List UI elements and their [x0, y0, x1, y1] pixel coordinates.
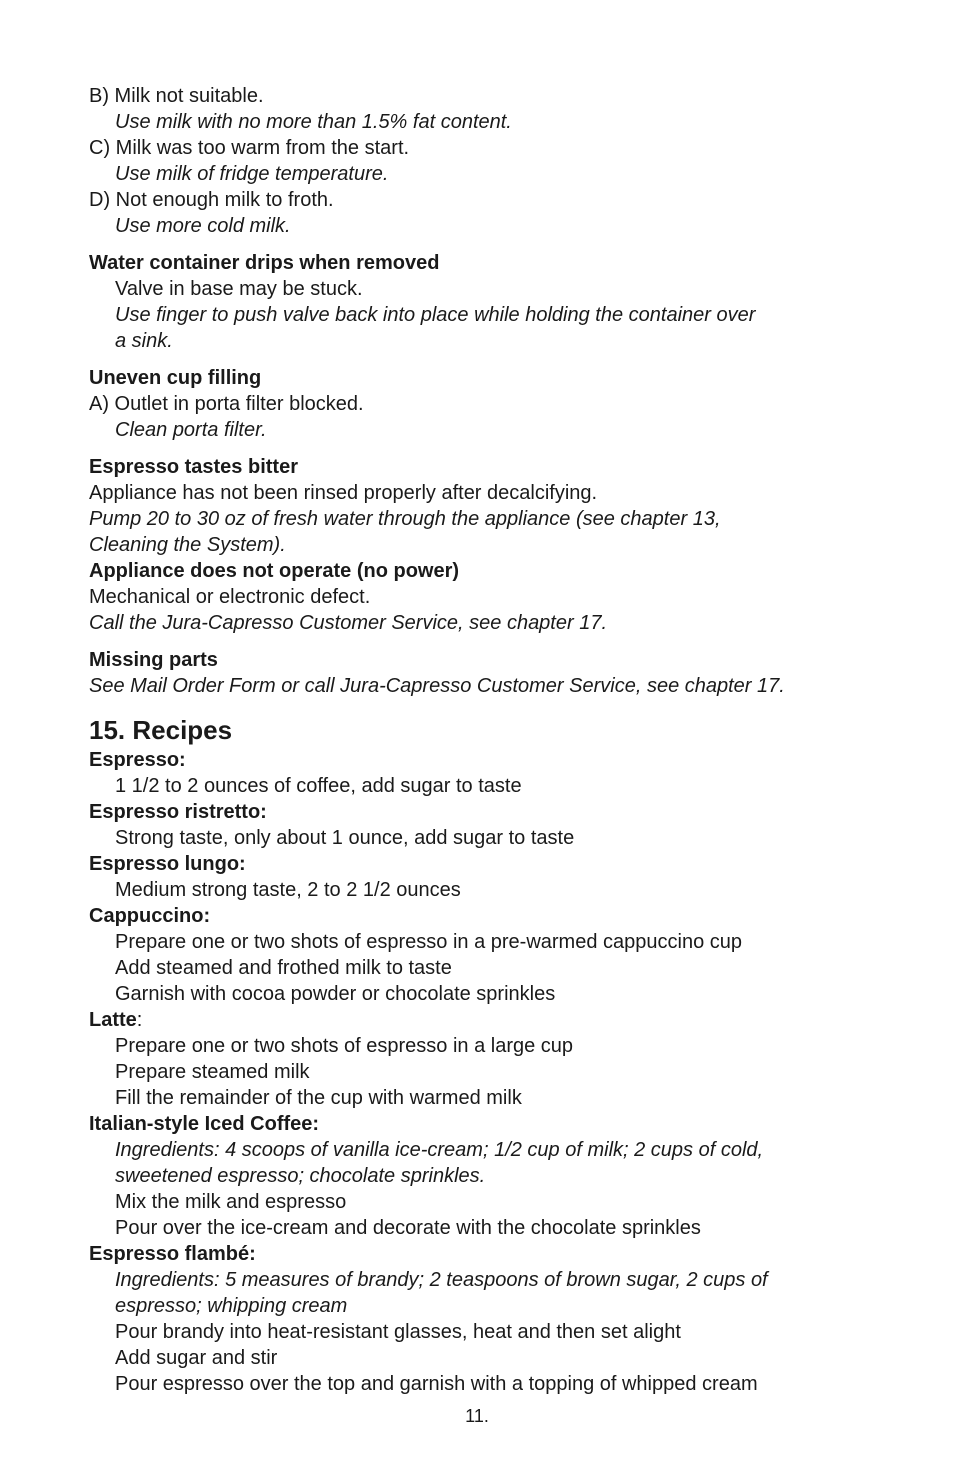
water-fix-2: a sink.: [115, 330, 173, 352]
milk-d-cause: D) Not enough milk to froth.: [89, 189, 334, 211]
flambe-line-3: Pour espresso over the top and garnish with a topping of whipped cream: [115, 1373, 758, 1395]
missing-heading: Missing parts: [89, 649, 218, 671]
latte-colon: :: [136, 1009, 143, 1031]
milk-b-fix: Use milk with no more than 1.5% fat content.: [115, 111, 512, 133]
page-number: 11.: [465, 1406, 489, 1426]
latte-heading: Latte: [89, 1009, 137, 1031]
power-fix: Call the Jura-Capresso Customer Service, see chapter 17.: [89, 612, 608, 634]
water-cause: Valve in base may be stuck.: [115, 278, 363, 300]
milk-c-cause: C) Milk was too warm from the start.: [89, 137, 410, 159]
lungo-heading: Espresso lungo:: [89, 853, 246, 875]
cappuccino-line-1: Prepare one or two shots of espresso in a pre-warmed cappuccino cup: [115, 931, 743, 953]
iced-line-1: Mix the milk and espresso: [115, 1191, 347, 1213]
flambe-ingredients-1: Ingredients: 5 measures of brandy; 2 teaspoons of brown sugar, 2 cups of: [115, 1269, 768, 1291]
iced-line-2: Pour over the ice-cream and decorate with the chocolate sprinkles: [115, 1217, 701, 1239]
milk-b-cause: B) Milk not suitable.: [89, 85, 264, 107]
flambe-line-2: Add sugar and stir: [115, 1347, 278, 1369]
lungo-line-1: Medium strong taste, 2 to 2 1/2 ounces: [115, 879, 461, 901]
flambe-ingredients-2: espresso; whipping cream: [115, 1295, 348, 1317]
iced-ingredients-1: Ingredients: 4 scoops of vanilla ice-cream; 1/2 cup of milk; 2 cups of cold,: [115, 1139, 764, 1161]
bitter-fix-1: Pump 20 to 30 oz of fresh water through the appliance (see chapter 13,: [89, 508, 721, 530]
bitter-heading: Espresso tastes bitter: [89, 456, 298, 478]
cappuccino-line-2: Add steamed and frothed milk to taste: [115, 957, 452, 979]
latte-line-1: Prepare one or two shots of espresso in a large cup: [115, 1035, 574, 1057]
espresso-line-1: 1 1/2 to 2 ounces of coffee, add sugar to taste: [115, 775, 522, 797]
flambe-line-1: Pour brandy into heat-resistant glasses, heat and then set alight: [115, 1321, 681, 1343]
latte-heading-line: [89, 1007, 889, 1033]
iced-heading: Italian-style Iced Coffee:: [89, 1113, 320, 1135]
power-heading: Appliance does not operate (no power): [89, 560, 460, 582]
cup-heading: Uneven cup filling: [89, 367, 262, 389]
espresso-heading: Espresso:: [89, 749, 186, 771]
milk-c-fix: Use milk of fridge temperature.: [115, 163, 389, 185]
recipes-title: 15. Recipes: [89, 715, 233, 745]
latte-line-2: Prepare steamed milk: [115, 1061, 310, 1083]
water-heading: Water container drips when removed: [89, 252, 440, 274]
power-cause: Mechanical or electronic defect.: [89, 586, 371, 608]
water-fix-1: Use finger to push valve back into place while holding the container over: [115, 304, 756, 326]
bitter-cause: Appliance has not been rinsed properly after decalcifying.: [89, 482, 598, 504]
cappuccino-line-3: Garnish with cocoa powder or chocolate sprinkles: [115, 983, 556, 1005]
latte-line-3: Fill the remainder of the cup with warmed milk: [115, 1087, 522, 1109]
bitter-fix-2: Cleaning the System).: [89, 534, 286, 556]
ristretto-heading: Espresso ristretto:: [89, 801, 267, 823]
missing-fix: See Mail Order Form or call Jura-Capresso Customer Service, see chapter 17.: [89, 675, 785, 697]
cappuccino-heading: Cappuccino:: [89, 905, 211, 927]
cup-cause: A) Outlet in porta filter blocked.: [89, 393, 364, 415]
iced-ingredients-2: sweetened espresso; chocolate sprinkles.: [115, 1165, 486, 1187]
cup-fix: Clean porta filter.: [115, 419, 267, 441]
ristretto-line-1: Strong taste, only about 1 ounce, add sugar to taste: [115, 827, 575, 849]
flambe-heading: Espresso flambé:: [89, 1243, 256, 1265]
milk-d-fix: Use more cold milk.: [115, 215, 291, 237]
manual-page: [89, 83, 889, 1397]
